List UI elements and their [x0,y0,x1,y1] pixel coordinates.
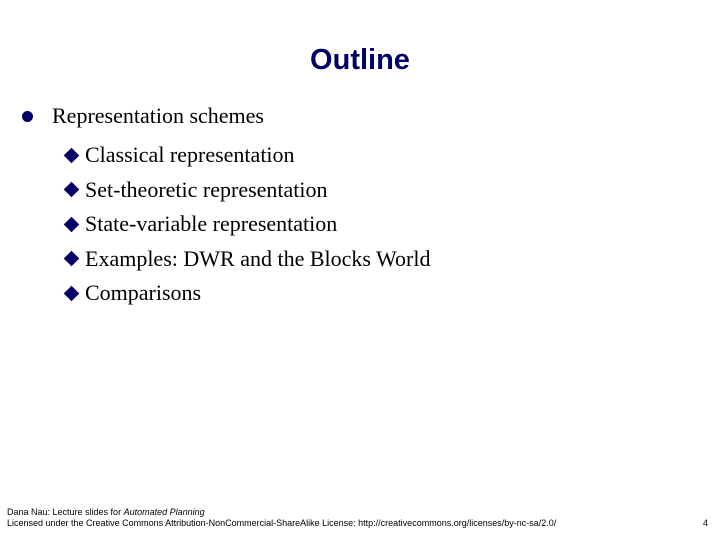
diamond-bullet-icon [64,251,80,267]
diamond-bullet-icon [64,147,80,163]
sub-bullet-item [63,276,431,311]
page-number: 4 [702,518,708,528]
sub-bullet-item [63,242,431,277]
sub-bullet-text: State-variable representation [85,211,338,237]
footer-line-1 [7,507,556,518]
diamond-bullet-icon [64,285,80,301]
sub-bullet-item [63,138,431,173]
sub-bullet-text: Classical representation [85,142,295,168]
sub-bullet-text: Examples: DWR and the Blocks World [85,245,431,271]
diamond-bullet-icon [64,216,80,232]
footer-credit: Dana Nau: Lecture slides for [7,507,124,517]
sub-bullet-text: Set-theoretic representation [85,176,328,202]
slide-footer [7,507,556,529]
diamond-bullet-icon [64,182,80,198]
footer-license: Licensed under the Creative Commons Attribution-NonCommercial-ShareAlike License: http://creativecommons.org/licenses/by-nc-sa/2.0/ [7,518,557,528]
sub-bullet-text: Comparisons [85,280,202,306]
main-bullet [22,103,264,129]
main-bullet-text: Representation schemes [52,103,264,128]
footer-book-title: Automated Planning [123,507,205,517]
slide-title: Outline [310,44,410,76]
sub-bullet-item [63,173,431,208]
sub-bullet-item [63,207,431,242]
round-bullet-icon [22,111,33,122]
sub-bullet-list [63,138,431,311]
